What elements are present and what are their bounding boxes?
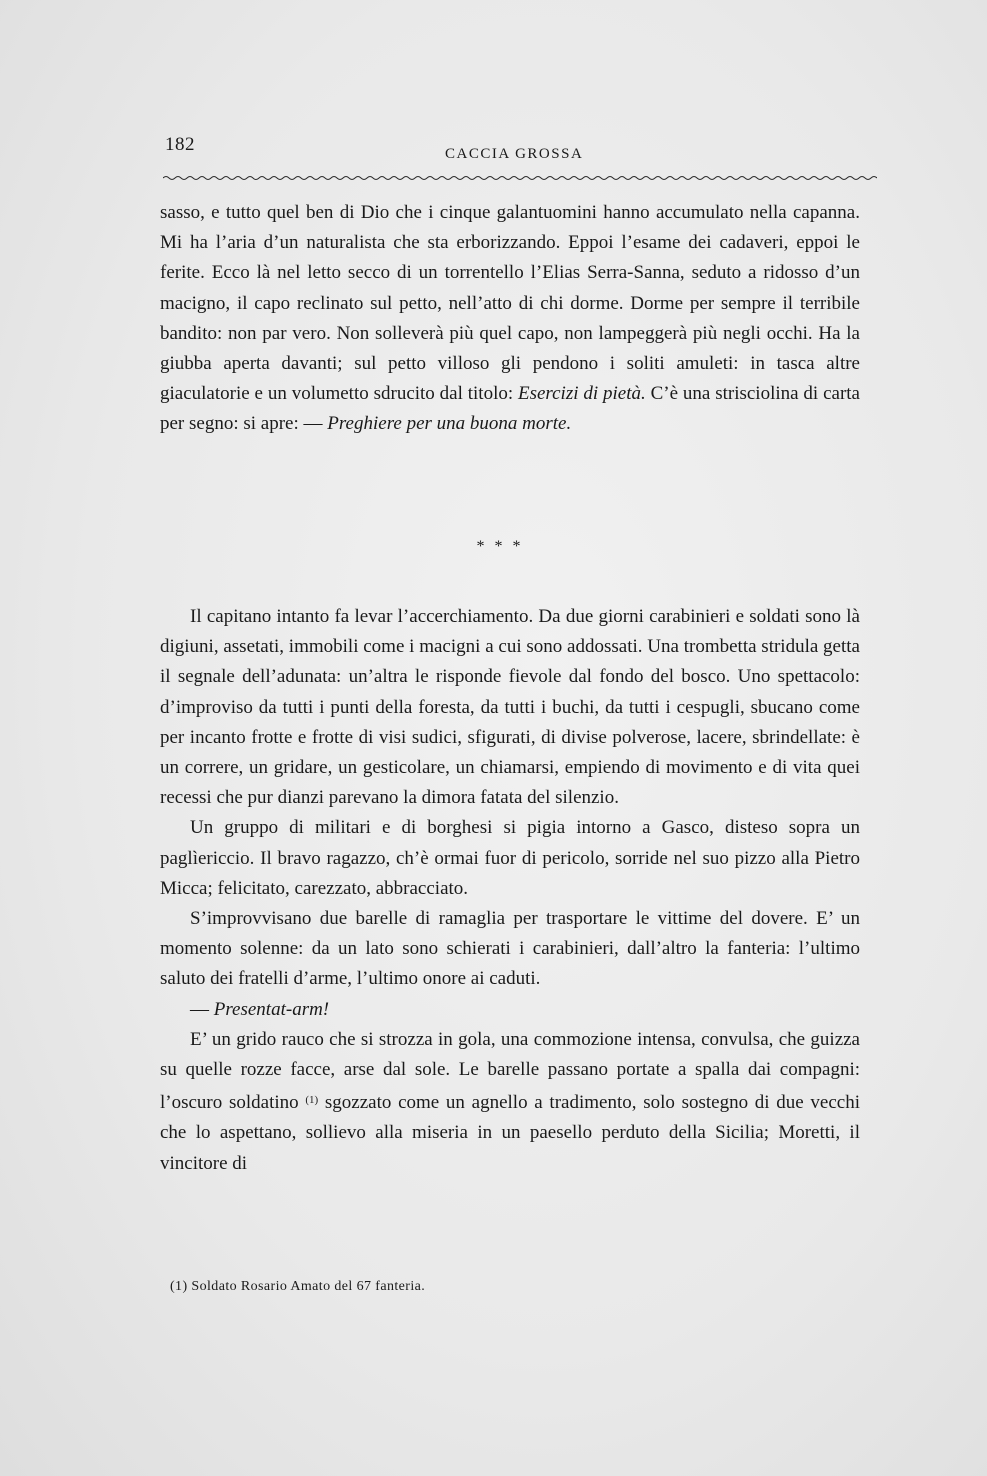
paragraph-text: C’è una strisciolina di carta per segno: si apre: — — [160, 383, 860, 435]
paragraph — [160, 198, 860, 440]
header-wavy-rule — [163, 174, 877, 182]
paragraph-text: E’ un grido rauco che si strozza in gola, una commozione intensa, convulsa, che guizza su quelle rozze facce, arse dal sole. Le barelle passano portate a spalla dai compagni: l’oscuro soldatino — [160, 1028, 860, 1114]
paragraph — [160, 1025, 860, 1179]
footnote-reference[interactable]: (1) — [305, 1094, 319, 1107]
command-italic: Presentat-arm! — [213, 998, 330, 1020]
prayer-title-italic: Preghiere per una buona morte. — [327, 413, 572, 435]
footnote: (1) Soldato Rosario Amato del 67 fanteria. — [170, 1279, 426, 1294]
paragraph-text: sasso, e tutto quel ben di Dio che i cinque galantuomini hanno accumulato nella capanna. Mi ha l’aria d’un naturalista che sta erborizzando. Eppoi l’esame dei cadaveri, eppoi le ferite. Ecco là nel letto secco di un torrentello l’Elias Serra-Sanna, seduto a ridosso d’un macigno, il capo reclinato sul petto, nell’atto di chi dorme. Dorme per sempre il terribile bandito: non par vero. Non solleverà più quel capo, non lampeggerà più negli occhi. Ha la giubba aperta davanti; sul petto villoso gli pendono i soliti amuleti: in tasca altre giaculatorie e un volumetto sdrucito dal titolo: — [160, 202, 860, 405]
paragraph-continuation — [160, 198, 860, 440]
section-asterism: * * * — [476, 538, 524, 555]
dialogue-dash: — — [190, 998, 214, 1020]
page-number: 182 — [165, 134, 195, 155]
paragraph: S’improvvisano due barelle di ramaglia per trasportare le vittime del dovere. E’ un momento solenne: da un lato sono schierati i carabinieri, dall’altro la fanteria: l’ultimo saluto dei fratelli d’arme, l’ultimo onore ai caduti. — [160, 908, 860, 990]
paragraph: Un gruppo di militari e di borghesi si pigia intorno a Gasco, disteso sopra un paglìericcio. Il bravo ragazzo, ch’è ormai fuor di pericolo, sorride nel suo pizzo alla Pietro Micca; felicitato, carezzato, abbracciato. — [160, 817, 860, 899]
page-header — [165, 134, 877, 164]
main-text — [160, 602, 860, 1179]
running-title: CACCIA GROSSA — [445, 146, 584, 162]
command-line — [160, 995, 860, 1025]
book-title-italic: Esercizi di pietà. — [518, 383, 646, 405]
paragraph-text: sgozzato come un agnello a tradimento, solo sostegno di due vecchi che lo aspettano, sollievo alla miseria in un paesello perduto della Sicilia; Moretti, il vincitore di — [160, 1092, 860, 1174]
paragraph: Il capitano intanto fa levar l’accerchiamento. Da due giorni carabinieri e soldati sono là digiuni, assetati, immobili come i macigni a cui sono addossati. Una trombetta stridula getta il segnale dell’adunata: un’altra le risponde fievole dal fondo del bosco. Uno spettacolo: d’improviso da tutti i punti della foresta, da tutti i buchi, da tutti i cespugli, sbucano come per incanto frotte e frotte di visi sudici, sfigurati, di divise polverose, lacere, sbrindellate: è un correre, un gridare, un gesticolare, un chiamarsi, empiendo di movimento e di vita quei recessi che pur dianzi parevano la dimora fatata del silenzio. — [160, 606, 860, 809]
